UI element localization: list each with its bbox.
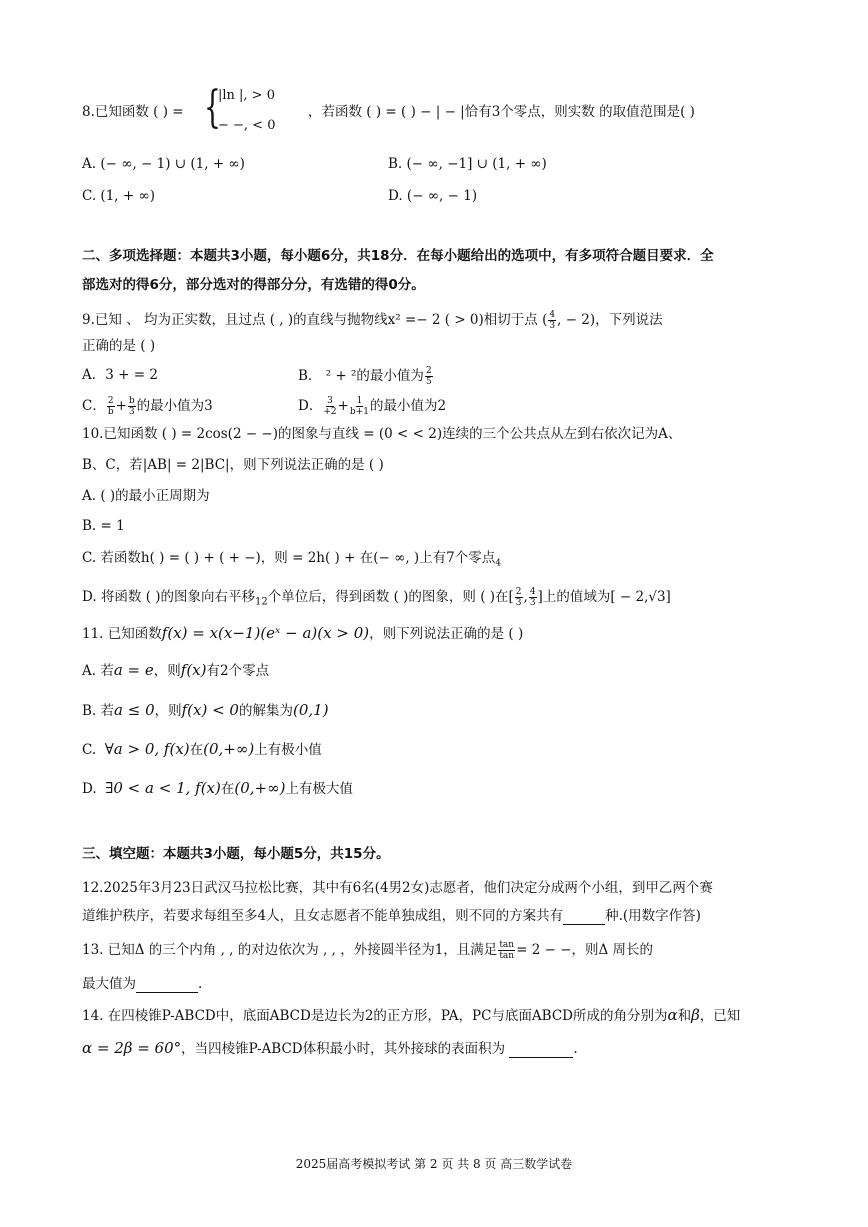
q14-line1: 14. 在四棱锥P-ABCD中，底面ABCD是边长为2的正方形，PA，PC与底面ABCD所成的角分别为α和β，已知: [82, 1006, 741, 1024]
q10-option-b: B. = 1: [82, 518, 125, 534]
q10-option-c: C. 若函数h( ) = ( ) + ( + −)，则 = 2h( ) + 在(− ∞, )上有7个零点$_4$: [82, 550, 501, 569]
q9-line1: [82, 310, 663, 331]
q13-line1: 13. 已知Δ 的三个内角 , , 的对边依次为 , , ，外接圆半径为1，且满足 $\frac{\tan}{\tan}$ = 2 − −，则Δ 周长的: [82, 940, 654, 961]
q12-line1: 12.2025年3月23日武汉马拉松比赛，其中有6名(4男2女)志愿者，他们决定分成两个小组，到甲乙两个赛: [82, 880, 713, 896]
page-footer: 2025届高考模拟考试 第 2 页 共 8 页 高三数学试卷: [295, 1157, 573, 1171]
q11-option-b: B. 若a ≤ 0，则f(x) < 0的解集为(0,1): [82, 701, 329, 719]
q10-line1: 10.已知函数 ( ) = 2cos(2 − −)的图象与直线 = (0 < < 2)连续的三个公共点从左到右依次记为A、: [82, 426, 682, 442]
q8-option-a: A. (− ∞, − 1) ∪ (1, + ∞): [82, 156, 245, 172]
q10-line2: B、C，若|AB| = 2|BC|，则下列说法正确的是 ( ): [82, 457, 384, 473]
q11-function: f(x) = x(x−1)(eˣ − a)(x > 0): [161, 624, 370, 642]
q8-option-c: C. (1, + ∞): [82, 188, 155, 204]
q11-stem: 11. 已知函数f(x) = x(x−1)(eˣ − a)(x > 0)，则下列说法正确的是 ( ): [82, 624, 524, 642]
section2-heading-line1: 二、多项选择题：本题共3小题，每小题6分，共18分．在每小题给出的选项中，有多项符合题目要求．全: [82, 248, 714, 264]
q12-line2: 道维护秩序，若要求每组至多4人，且女志愿者不能单独成组，则不同的方案共有 种.(用数字作答): [82, 908, 701, 924]
q9-option-d: D． $\frac{3}{+2}$ + $\frac{1}{b+1}$ 的最小值为2: [298, 396, 447, 417]
q11-option-d: D. ∃0 < a < 1, f(x)在(0,+∞)上有极大值: [82, 779, 353, 797]
q8-stem-b: ，若函数 ( ) = ( ) − | − |恰有3个零点，则实数 的取值范围是( ): [308, 104, 695, 120]
section3-heading: 三、填空题：本题共3小题，每小题5分，共15分。: [82, 846, 390, 862]
q11-option-c: C. ∀a > 0, f(x)在(0,+∞)上有极小值: [82, 740, 322, 758]
q9-option-b: B． ² + ²的最小值为 $\frac{2}{5}$: [298, 366, 432, 387]
q14-answer-blank: [509, 1057, 573, 1058]
q8-option-d: D. (− ∞, − 1): [388, 188, 478, 204]
q9-option-c: C． $\frac{2}{b}$ + $\frac{b}{3}$ 的最小值为3: [82, 396, 213, 417]
q8-stem-a: 8.已知函数 ( ) =: [82, 104, 184, 120]
q8-piece1: |ln |, > 0: [218, 88, 275, 103]
section2-heading-line2: 部选对的得6分，部分选对的得部分分，有选错的得0分。: [82, 277, 425, 293]
q10-option-d: D. 将函数 ( )的图象向右平移$_{12}$个单位后，得到函数 ( )的图象，则 ( )在[ $\frac{2}{3}$ , $\frac{4}{3}$ ]上的值域为[ − 2,√3]: [82, 587, 671, 608]
q8-piece2: − −, < 0: [218, 118, 276, 133]
q11-option-a: A. 若a = e，则f(x)有2个零点: [82, 661, 270, 679]
q9-b-fraction: $\frac{2}{5}$: [425, 366, 432, 387]
q12-answer-blank: [563, 924, 605, 925]
q9-point-fraction: $\frac{4}{3}$: [549, 310, 556, 331]
piecewise-brace: {: [204, 82, 221, 133]
q10-option-a: A. ( )的最小正周期为: [82, 488, 210, 504]
q9-line1-a: 9.已知 、 均为正实数，且过点 ( , )的直线与抛物线x² =− 2 ( > 0)相切于点: [82, 312, 538, 328]
q8-option-b: B. (− ∞, −1] ∪ (1, + ∞): [388, 156, 547, 172]
q13-line2: 最大值为 .: [82, 976, 203, 992]
q9-point: ( $\frac{4}{3}$: [542, 310, 556, 331]
q13-answer-blank: [136, 992, 198, 993]
q9-option-a: A．3 + = 2: [82, 367, 158, 383]
q14-line2: α = 2β = 60°，当四棱锥P-ABCD体积最小时，其外接球的表面积为 .: [82, 1039, 578, 1057]
q13-tan-fraction: $\frac{\tan}{\tan}$: [499, 940, 515, 961]
q9-line2: 正确的是 ( ): [82, 338, 156, 354]
q9-line1-b: , − 2)，下列说法: [557, 312, 663, 328]
